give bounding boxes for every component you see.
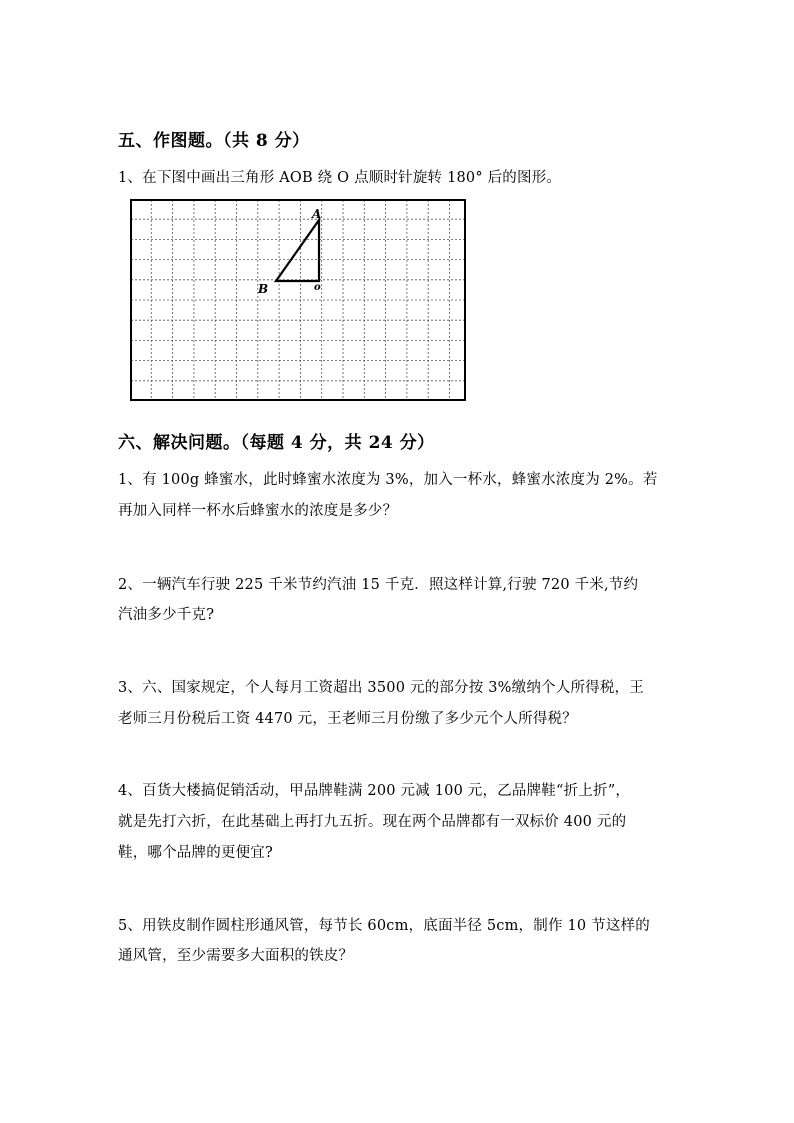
- question-6-2-line-2: 汽油多少千克?: [118, 607, 215, 623]
- section-6-title: 六、解决问题。（每题 4 分，共 24 分）: [118, 433, 435, 453]
- section-5-title: 五、作图题。（共 8 分）: [118, 131, 310, 151]
- grid-lines: [131, 200, 465, 400]
- point-a-label: A: [312, 207, 322, 221]
- question-6-3-line-2: 老师三月份税后工资 4470 元，王老师三月份缴了多少元个人所得税？: [118, 711, 577, 727]
- question-5-1: 1、在下图中画出三角形 AOB 绕 O 点顺时针旋转 180° 后的图形。: [118, 170, 562, 186]
- question-6-3-line-1: 3、六、国家规定，个人每月工资超出 3500 元的部分按 3%缴纳个人所得税，王: [118, 680, 644, 696]
- question-6-4-line-1: 4、百货大楼搞促销活动，甲品牌鞋满 200 元减 100 元，乙品牌鞋“折上折”，: [118, 783, 631, 799]
- question-6-4-line-3: 鞋，哪个品牌的更便宜?: [118, 845, 273, 861]
- question-6-5-line-1: 5、用铁皮制作圆柱形通风管，每节长 60cm，底面半径 5cm，制作 10 节这样的: [118, 918, 650, 934]
- question-6-1-line-2: 再加入同样一杯水后蜂蜜水的浓度是多少？: [118, 503, 398, 519]
- point-b-label: B: [258, 282, 269, 296]
- point-o-label: o: [314, 282, 321, 293]
- rotation-grid-figure: [130, 199, 466, 401]
- grid-border: [131, 200, 465, 400]
- grid-svg: [130, 199, 466, 401]
- question-6-2-line-1: 2、一辆汽车行驶 225 千米节约汽油 15 千克．照这样计算,行驶 720 千米,节约: [118, 577, 639, 593]
- triangle-aob: [276, 220, 319, 281]
- question-6-4-line-2: 就是先打六折，在此基础上再打九五折。现在两个品牌都有一双标价 400 元的: [118, 814, 627, 830]
- question-6-5-line-2: 通风管，至少需要多大面积的铁皮？: [118, 948, 354, 964]
- question-6-1-line-1: 1、有 100g 蜂蜜水，此时蜂蜜水浓度为 3%，加入一杯水，蜂蜜水浓度为 2%。若: [118, 472, 658, 488]
